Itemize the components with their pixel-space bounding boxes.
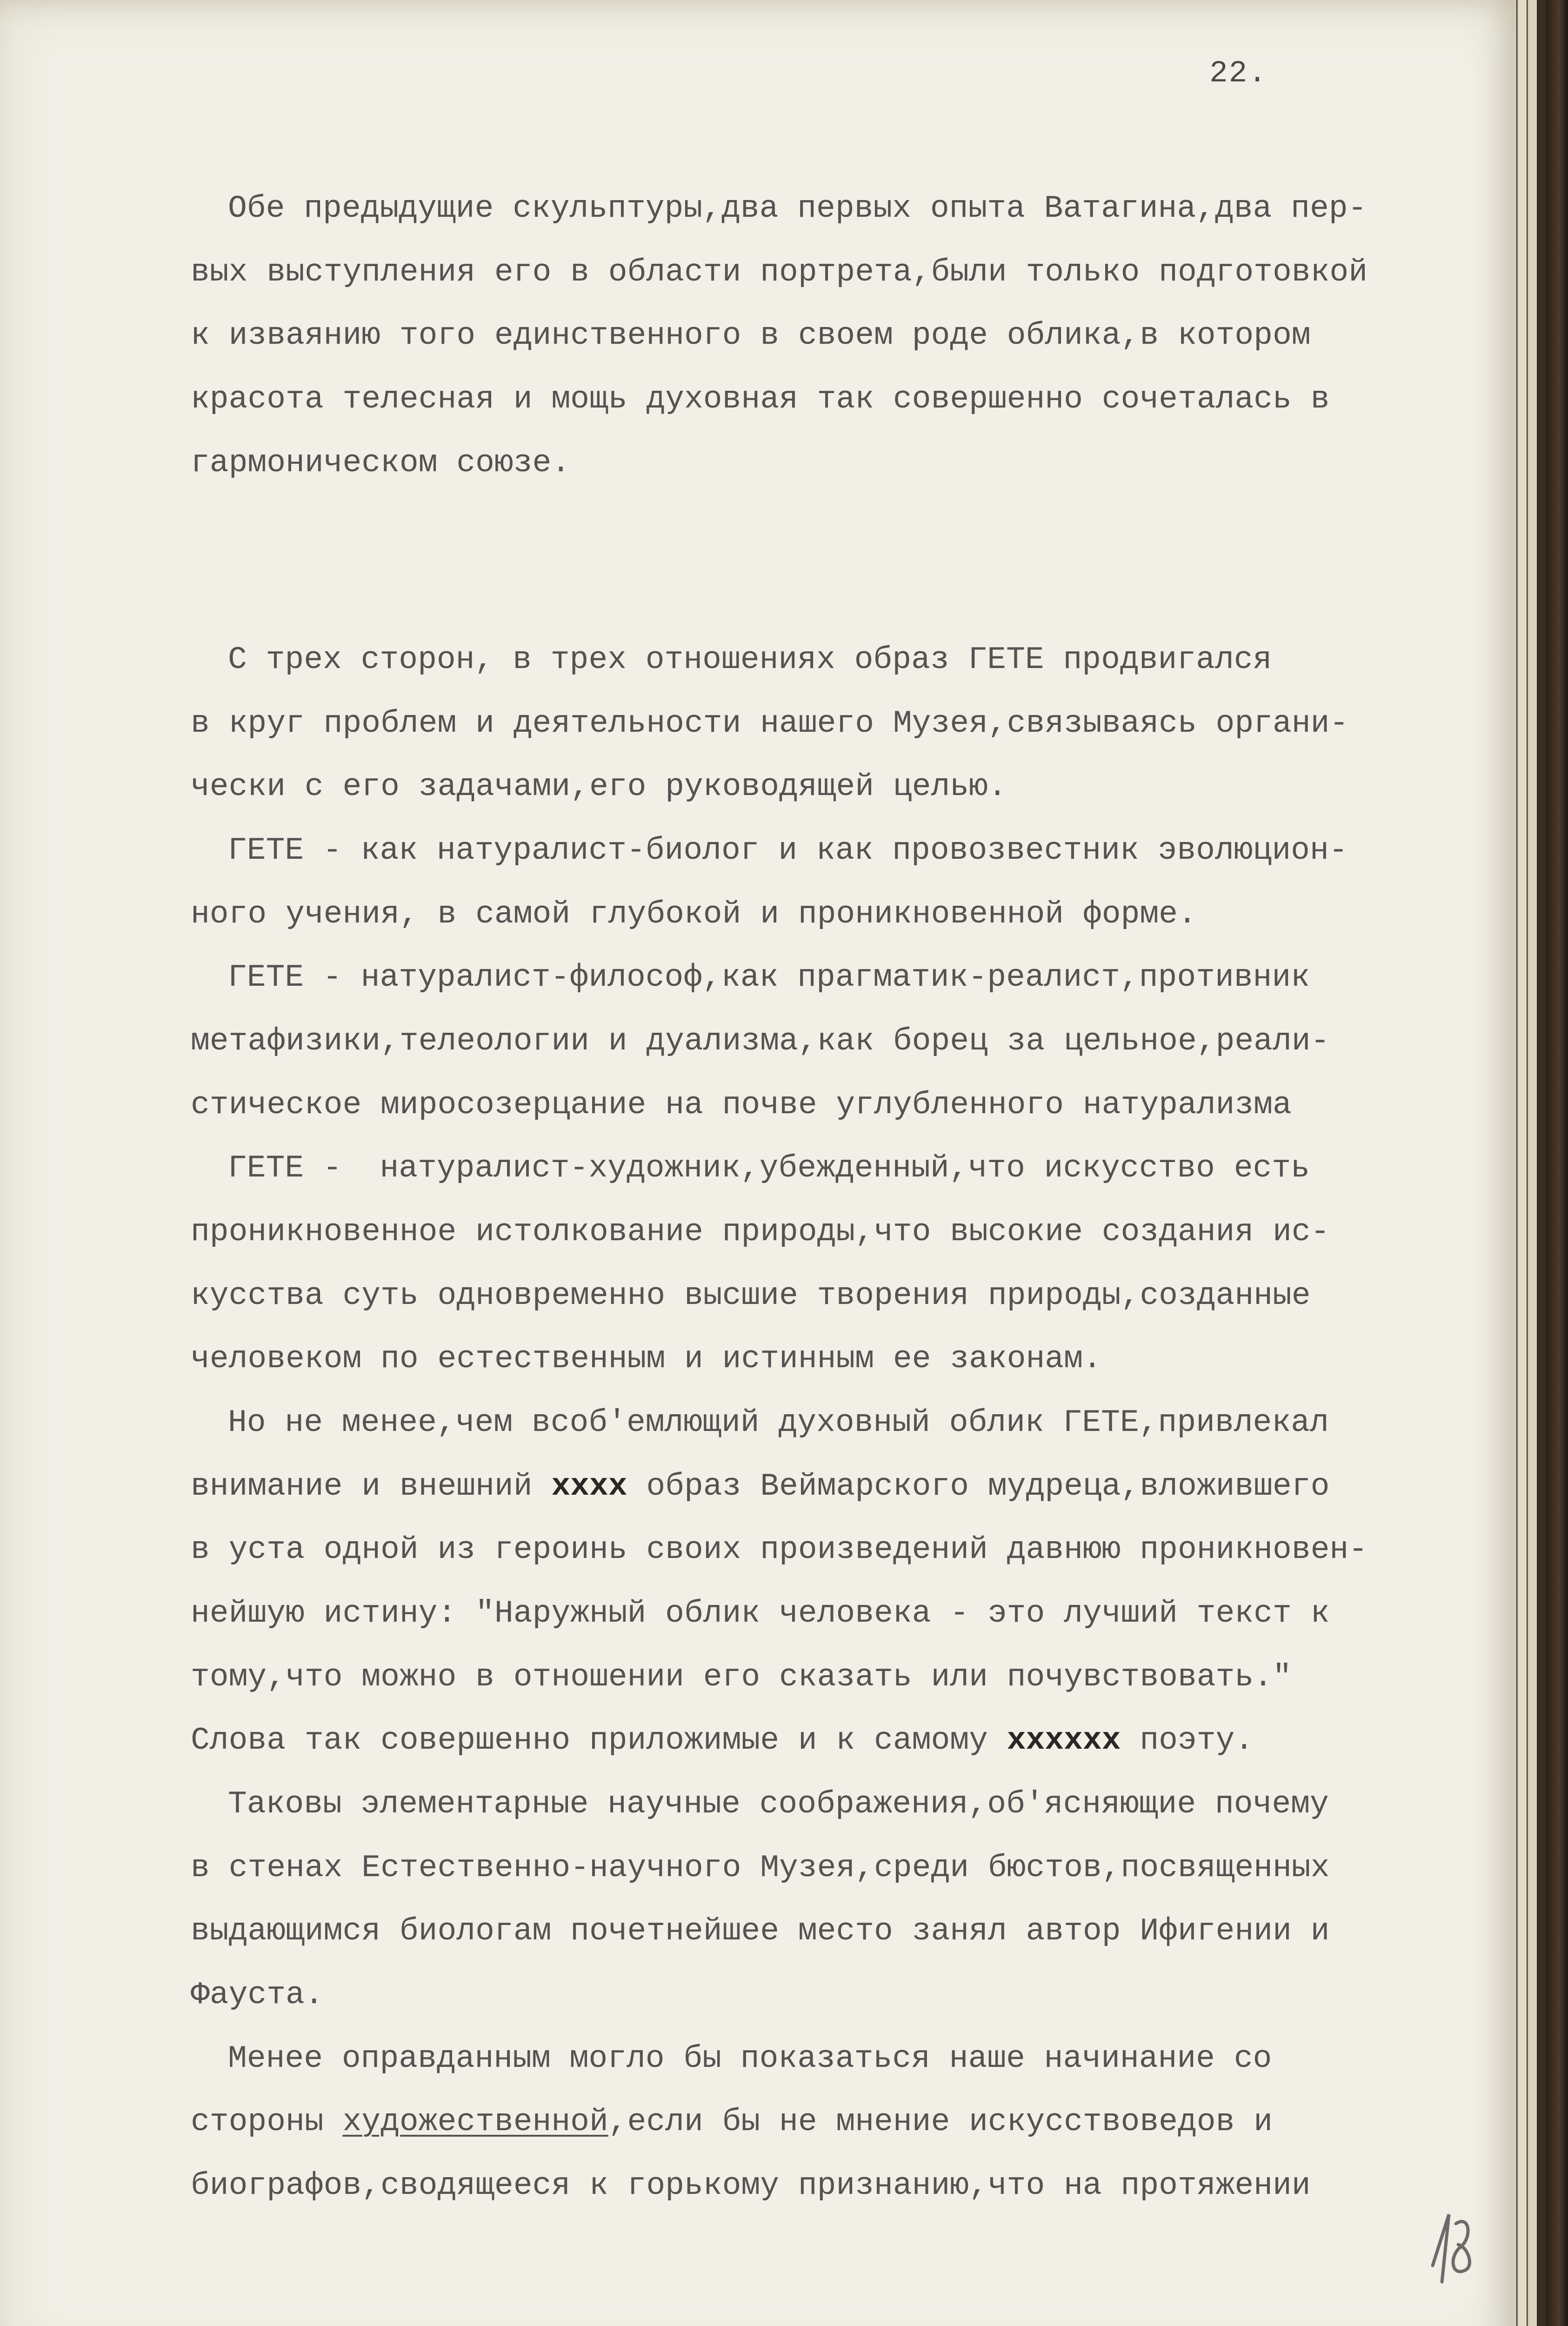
text-line: чески с его задачами,его руководящей целью.	[191, 769, 1007, 805]
text-line: Фауста.	[191, 1977, 324, 2013]
text-line: вых выступления его в области портрета,были только подготовкой	[191, 254, 1368, 290]
text-segment: внимание и внешний	[191, 1469, 552, 1504]
text-segment: Слова так совершенно приложимые и к самому	[191, 1723, 1007, 1758]
text-line: красота телесная и мощь духовная так совершенно сочеталась в	[191, 381, 1330, 417]
text-line: ГЕТЕ - натуралист-философ,как прагматик-реалист,противник	[228, 960, 1310, 996]
struck-word: xxxxxx	[1007, 1723, 1121, 1758]
text-line	[191, 1471, 1329, 1503]
binding-edge	[1546, 0, 1568, 2326]
text-line: нейшую истину: "Наружный облик человека - это лучший текст к	[191, 1596, 1330, 1631]
text-line: кусства суть одновременно высшие творения природы,созданные	[191, 1278, 1311, 1314]
page-edge	[1517, 0, 1527, 2326]
text-line: проникновенное истолкование природы,что высокие создания ис-	[191, 1214, 1330, 1250]
text-line: ГЕТЕ - как натуралист-биолог и как провозвестник эволюцион-	[228, 833, 1348, 869]
struck-word: xxxx	[551, 1469, 627, 1504]
text-line: человеком по естественным и истинным ее законам.	[191, 1341, 1102, 1377]
text-line	[191, 2106, 1273, 2138]
text-line: Обе предыдущие скульптуры,два первых опыта Ватагина,два пер-	[228, 191, 1367, 227]
page-edge	[1528, 0, 1537, 2326]
text-line	[191, 1725, 1254, 1757]
text-segment: образ Веймарского мудреца,вложившего	[627, 1469, 1330, 1504]
underlined-word: художественной	[342, 2104, 608, 2140]
text-segment: ,если бы не мнение искусствоведов и	[608, 2104, 1273, 2140]
text-segment: стороны	[191, 2104, 343, 2140]
text-line: биографов,сводящееся к горькому признанию,что на протяжении	[191, 2168, 1311, 2204]
text-line: гармоническом союзе.	[191, 445, 571, 481]
text-line: в стенах Естественно-научного Музея,среди бюстов,посвященных	[191, 1850, 1330, 1886]
text-line: стическое миросозерцание на почве углубленного натурализма	[191, 1087, 1292, 1123]
text-line: метафизики,телеологии и дуализма,как борец за цельное,реали-	[191, 1023, 1330, 1059]
text-line: тому,что можно в отношении его сказать или почувствовать."	[191, 1659, 1292, 1695]
page-number: 22.	[1209, 56, 1268, 91]
text-line: Таковы элементарные научные соображения,об'ясняющие почему	[228, 1786, 1329, 1822]
text-line: в круг проблем и деятельности нашего Музея,связываясь органи-	[191, 706, 1349, 742]
text-line: Но не менее,чем всоб'емлющий духовный облик ГЕТЕ,привлекал	[228, 1405, 1329, 1441]
text-line: ГЕТЕ - натуралист-художник,убежденный,что искусство есть	[228, 1150, 1310, 1186]
text-line: к изваянию того единственного в своем роде облика,в котором	[191, 318, 1311, 354]
text-line: С трех сторон, в трех отношениях образ ГЕТЕ продвигался	[228, 642, 1272, 678]
handwritten-folio-number	[1423, 2196, 1475, 2289]
text-line: Менее оправданным могло бы показаться наше начинание со	[228, 2041, 1272, 2077]
text-line: в уста одной из героинь своих произведений давнюю проникновен-	[191, 1532, 1368, 1568]
text-segment: поэту.	[1121, 1723, 1254, 1758]
text-line: ного учения, в самой глубокой и проникновенной форме.	[191, 896, 1197, 932]
text-line: выдающимся биологам почетнейшее место занял автор Ифигении и	[191, 1913, 1330, 1949]
